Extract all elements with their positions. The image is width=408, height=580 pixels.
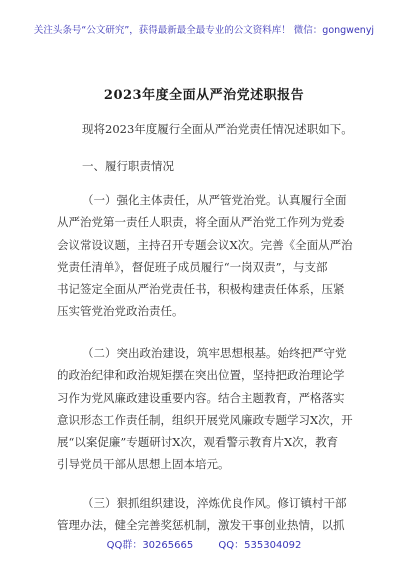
- header-banner: 关注头条号“公文研究”，获得最新最全最专业的公文资料库！ 微信：gongwenyj: [33, 25, 375, 36]
- qq-group-number: QQ群：30265665: [106, 540, 194, 551]
- paragraph-line: 压实管党治党政治责任。: [57, 304, 184, 319]
- paragraph-line: 意识形态工作责任制，组织开展党风廉政专题学习X次，开: [57, 412, 353, 427]
- paragraph-line: 党责任清单》，督促班子成员履行“一岗双责”，与支部: [57, 259, 328, 274]
- paragraph-line: 书记签定全面从严治党责任书，积极构建责任体系，压紧: [57, 282, 345, 297]
- paragraph-line: （一）强化主体责任，从严管党治党。认真履行全面: [82, 193, 347, 207]
- paragraph-1: [57, 189, 357, 323]
- document-title: 2023年度全面从严治党述职报告: [103, 88, 305, 103]
- paragraph-line: 展“以案促廉”专题研讨X次，观看警示教育片X次，教育: [57, 435, 339, 450]
- paragraph-3: [57, 492, 357, 537]
- paragraph-line: （二）突出政治建设，筑牢思想根基。始终把严守党: [82, 346, 347, 360]
- paragraph-line: 习作为党风廉政建设重要内容。结合主题教育，严格落实: [57, 390, 345, 405]
- paragraph-line: 从严治党第一责任人职责，将全面从严治党工作列为党委: [57, 215, 345, 230]
- paragraph-line: 会议常设议题，主持召开专题会议X次。完善《全面从严治: [57, 237, 353, 252]
- section-heading: 一、履行职责情况: [82, 159, 174, 173]
- intro-paragraph: 现将2023年度履行全面从严治党责任情况述职如下。: [82, 122, 353, 136]
- paragraph-line: 的政治纪律和政治规矩摆在突出位置，坚持把政治理论学: [57, 368, 345, 383]
- paragraph-2: [57, 342, 357, 476]
- paragraph-line: 引导党员干部从思想上固本培元。: [57, 457, 230, 472]
- footer-contact: [0, 536, 408, 551]
- paragraph-line: （三）狠抓组织建设，淬炼优良作风。修订镇村干部: [82, 496, 347, 510]
- qq-number: QQ：535304092: [218, 540, 302, 551]
- paragraph-line: 管理办法，健全完善奖惩机制，激发干事创业热情，以抓: [57, 518, 345, 533]
